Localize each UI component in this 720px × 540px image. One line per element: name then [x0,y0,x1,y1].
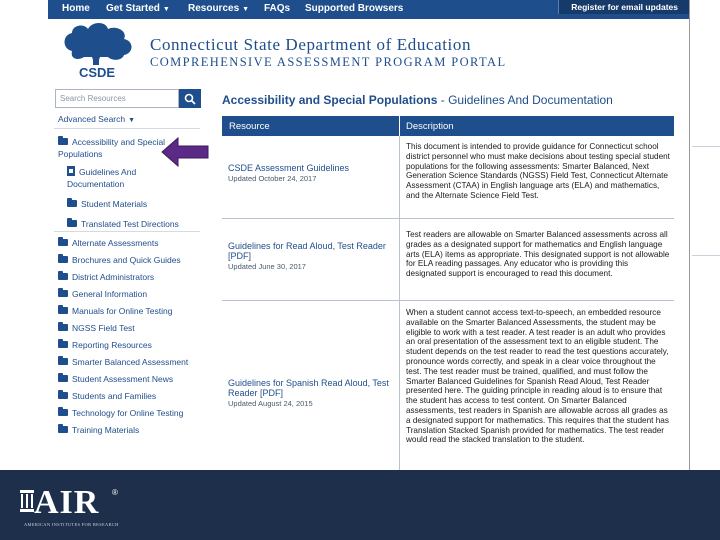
resource-link[interactable]: Guidelines for Read Aloud, Test Reader [PDF] [228,241,386,261]
sidebar-item-accessibility[interactable] [58,136,168,160]
chevron-down-icon: ▼ [128,117,136,124]
slide-rule-mid [692,255,720,256]
table-header [222,116,674,136]
chevron-down-icon: ▼ [242,6,250,13]
resource-cell [228,378,394,408]
sidebar-divider [54,128,200,129]
slide-footer [0,470,720,540]
resource-description: Test readers are allowable on Smarter Balanced assessments across all grades as a designated support for mathematics and English language arts (ELA) items as appropriate. This designated support is not allowable for ELA reading passages. Any educator who is providing this designated support is encouraged to read this document. [406,230,670,279]
nav-resources[interactable] [188,3,249,14]
department-title: Connecticut State Department of Education [150,35,472,54]
sidebar-item-label: Student Assessment News [72,374,174,384]
page-title-subsection: - Guidelines And Documentation [437,93,613,107]
sidebar-item-translated-directions[interactable] [67,218,179,230]
advanced-search-label: Advanced Search [58,114,126,124]
sidebar-divider [54,231,200,232]
folder-icon [67,200,77,207]
folder-icon [58,239,68,246]
sidebar-item-ngss[interactable] [58,322,135,334]
resource-cell [228,163,394,183]
portal-title: COMPREHENSIVE ASSESSMENT PROGRAM PORTAL [150,55,507,69]
folder-icon [58,341,68,348]
sidebar-item-label: Student Materials [81,199,148,209]
page-title-section: Accessibility and Special Populations [222,93,438,107]
sidebar-item-smarter-balanced[interactable] [58,356,188,368]
advanced-search-link[interactable] [58,114,135,124]
nav-resources-label: Resources [188,3,240,14]
search-button[interactable] [179,89,201,108]
folder-icon [58,273,68,280]
column-divider [399,219,400,301]
sidebar-item-label: NGSS Field Test [72,323,135,333]
folder-icon [58,138,68,145]
sidebar-item-brochures[interactable] [58,254,181,266]
folder-icon [67,220,77,227]
column-divider [399,116,400,136]
sidebar-item-label: Technology for Online Testing [72,408,184,418]
chevron-down-icon: ▼ [162,6,170,13]
csde-logo-text: CSDE [78,65,116,79]
table-row [222,301,674,486]
arrow-left-icon [160,134,210,170]
air-logo: AIR [34,484,100,521]
folder-icon [58,256,68,263]
nav-home[interactable]: Home [62,3,90,14]
column-divider [399,301,400,486]
sidebar-item-label: Alternate Assessments [72,238,159,248]
resource-description: This document is intended to provide guidance for Connecticut school district personnel who must make decisions about testing special student populations for the following assessments: Smarter Balanced, Next Generation Science Standards (NGSS) Field Test, Connecticut Alternate Assessment (CTAA) in English language arts (ELA) and mathematics, and the Alternate Science Field Test. [406,142,670,200]
column-divider [399,136,400,219]
resource-cell [228,241,394,271]
folder-icon [58,426,68,433]
column-header-resource: Resource [229,121,270,132]
sidebar-item-label: Smarter Balanced Assessment [72,357,189,367]
sidebar-item-reporting[interactable] [58,339,152,351]
folder-icon [58,307,68,314]
folder-icon [58,392,68,399]
resource-date: Updated October 24, 2017 [228,174,317,183]
resource-description: When a student cannot access text-to-speech, an embedded resource available on the Smarter Balanced Assessments, the student may be eligible to work with a test reader. A test reader is an adult who provides an oral presentation of the assessment text to an eligible student. The student depends on the test reader to read the test questions accurately, pronounce words correctly, and speak in a clear voice throughout the test. The test reader must be trained, qualified, and must follow the Smarter Balanced Guidelines for Spanish Read Aloud, Test Reader presented here. The guiding principle in reading aloud is to ensure that the student has access to test content. On Smarter Balanced assessments, test readers in Spanish are allowable across all grades as a designated support for mathematics. This requires that the student has Translation Stacked Spanish provided for mathematics. The test reader would read the stacked translation to the student. [406,308,669,445]
air-logo-subtitle: AMERICAN INSTITUTES FOR RESEARCH [24,522,119,527]
sidebar-item-training[interactable] [58,424,139,436]
resource-link[interactable]: CSDE Assessment Guidelines [228,163,350,173]
sidebar-item-technology[interactable] [58,407,183,419]
page-title [222,93,613,107]
column-header-description: Description [406,121,454,132]
sidebar-item-label: Students and Families [72,391,157,401]
resource-date: Updated August 24, 2015 [228,399,313,408]
sidebar-item-student-materials[interactable] [67,198,147,210]
sidebar-item-general[interactable] [58,288,147,300]
search-icon [184,93,196,105]
sidebar-item-district[interactable] [58,271,154,283]
folder-icon [58,290,68,297]
search-input[interactable]: Search Resources [55,89,179,108]
browser-screenshot [48,0,690,486]
sidebar-item-label: Brochures and Quick Guides [72,255,181,265]
document-icon [67,166,75,176]
sidebar-item-alternate[interactable] [58,237,158,249]
sidebar-item-label: General Information [72,289,148,299]
csde-tree-logo[interactable] [58,21,136,79]
sidebar-item-label: Accessibility and Special Populations [58,137,166,159]
sidebar-item-news[interactable] [58,373,173,385]
folder-icon [58,409,68,416]
nav-supported-browsers[interactable]: Supported Browsers [305,3,404,14]
nav-faqs[interactable]: FAQs [264,3,291,14]
resource-link[interactable]: Guidelines for Spanish Read Aloud, Test Reader [PDF] [228,378,389,398]
sidebar-item-label: Translated Test Directions [81,219,179,229]
table-row [222,219,674,301]
top-nav [48,0,690,19]
sidebar-item-manuals[interactable] [58,305,172,317]
nav-get-started[interactable] [106,3,170,14]
sidebar-item-label: Manuals for Online Testing [72,306,173,316]
sidebar-item-label: District Administrators [72,272,155,282]
table-row [222,136,674,219]
site-header [48,19,690,83]
folder-icon [58,358,68,365]
sidebar-item-label: Reporting Resources [72,340,152,350]
slide-rule-top [692,146,720,147]
sidebar-item-families[interactable] [58,390,156,402]
nav-get-started-label: Get Started [106,3,160,14]
sidebar-item-label: Training Materials [72,425,140,435]
air-building-icon [20,490,34,512]
resource-date: Updated June 30, 2017 [228,262,306,271]
sidebar-item-label: Guidelines And Documentation [67,167,137,189]
folder-icon [58,375,68,382]
registered-mark: ® [112,488,118,497]
folder-icon [58,324,68,331]
register-email-button[interactable]: Register for email updates [558,0,690,14]
